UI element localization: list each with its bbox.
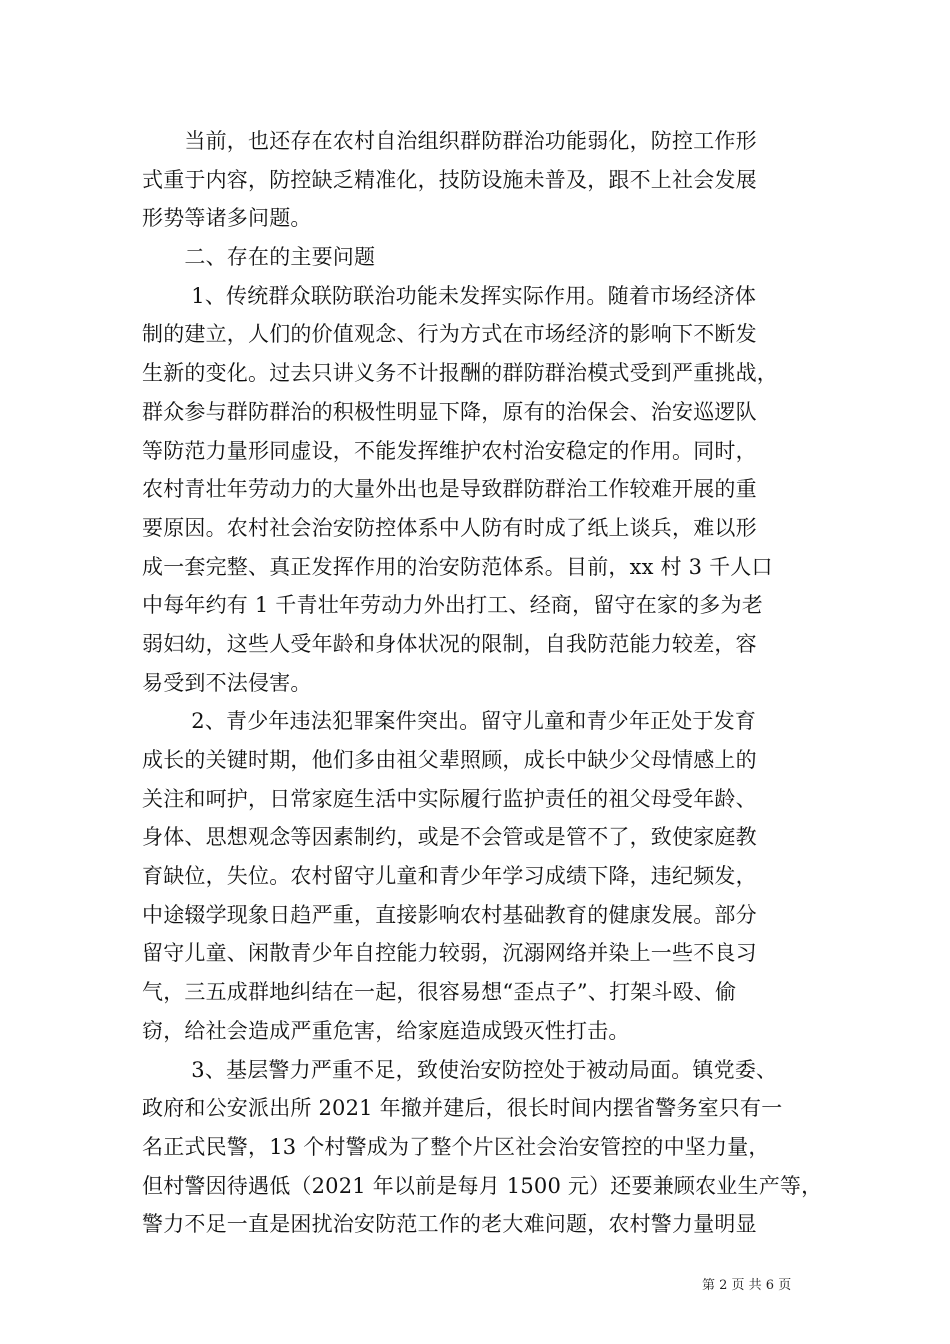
text-line: 形势等诸多问题。 [142, 206, 312, 231]
text-line: 2、青少年违法犯罪案件突出。留守儿童和青少年正处于发育 [142, 709, 757, 734]
text-line: 等防范力量形同虚设，不能发挥维护农村治安稳定的作用。同时， [142, 438, 757, 463]
page-number: 第 2 页 共 6 页 [702, 1278, 792, 1293]
text-line: 农村青壮年劳动力的大量外出也是导致群防群治工作较难开展的重 [142, 477, 757, 502]
text-line: 成一套完整、真正发挥作用的治安防范体系。目前，xx 村 3 千人口 [142, 554, 773, 579]
text-line: 3、基层警力严重不足，致使治安防控处于被动局面。镇党委、 [142, 1057, 778, 1082]
text-line: 政府和公安派出所 2021 年撤并建后，很长时间内摆省警务室只有一 [142, 1096, 783, 1121]
text-line: 育缺位，失位。农村留守儿童和青少年学习成绩下降，违纪频发， [142, 864, 757, 889]
text-line: 式重于内容，防控缺乏精准化，技防设施未普及，跟不上社会发展 [142, 167, 757, 192]
text-line: 名正式民警，13 个村警成为了整个片区社会治安管控的中坚力量， [142, 1134, 770, 1159]
text-line: 弱妇幼，这些人受年龄和身体状况的限制，自我防范能力较差，容 [142, 631, 757, 656]
text-line: 窃，给社会造成严重危害，给家庭造成毁灭性打击。 [142, 1018, 630, 1043]
text-line: 关注和呵护，日常家庭生活中实际履行监护责任的祖父母受年龄、 [142, 786, 757, 811]
text-line: 中途辍学现象日趋严重，直接影响农村基础教育的健康发展。部分 [142, 902, 757, 927]
text-line: 留守儿童、闲散青少年自控能力较弱，沉溺网络并染上一些不良习 [142, 941, 757, 966]
text-line: 群众参与群防群治的积极性明显下降，原有的治保会、治安巡逻队 [142, 399, 757, 424]
text-line: 气，三五成群地纠结在一起，很容易想“歪点子”、打架斗殴、偷 [142, 980, 737, 1005]
text-line: 当前，也还存在农村自治组织群防群治功能弱化，防控工作形 [142, 129, 757, 153]
section-heading: 二、存在的主要问题 [142, 245, 376, 270]
body-text [142, 122, 823, 1244]
text-line: 但村警因待遇低（2021 年以前是每月 1500 元）还要兼顾农业生产等， [142, 1173, 823, 1198]
text-line: 1、传统群众联防联治功能未发挥实际作用。随着市场经济体 [142, 283, 757, 308]
text-line: 中每年约有 1 千青壮年劳动力外出打工、经商，留守在家的多为老 [142, 593, 763, 618]
text-line: 生新的变化。过去只讲义务不计报酬的群防群治模式受到严重挑战， [142, 361, 778, 386]
text-line: 警力不足一直是困扰治安防范工作的老大难问题，农村警力量明显 [142, 1212, 757, 1237]
text-line: 身体、思想观念等因素制约，或是不会管或是管不了，致使家庭教 [142, 825, 757, 850]
text-line: 要原因。农村社会治安防控体系中人防有时成了纸上谈兵，难以形 [142, 515, 757, 540]
text-line: 制的建立，人们的价值观念、行为方式在市场经济的影响下不断发 [142, 322, 757, 347]
text-line: 易受到不法侵害。 [142, 670, 312, 695]
text-line: 成长的关键时期，他们多由祖父辈照顾，成长中缺少父母情感上的 [142, 748, 757, 772]
